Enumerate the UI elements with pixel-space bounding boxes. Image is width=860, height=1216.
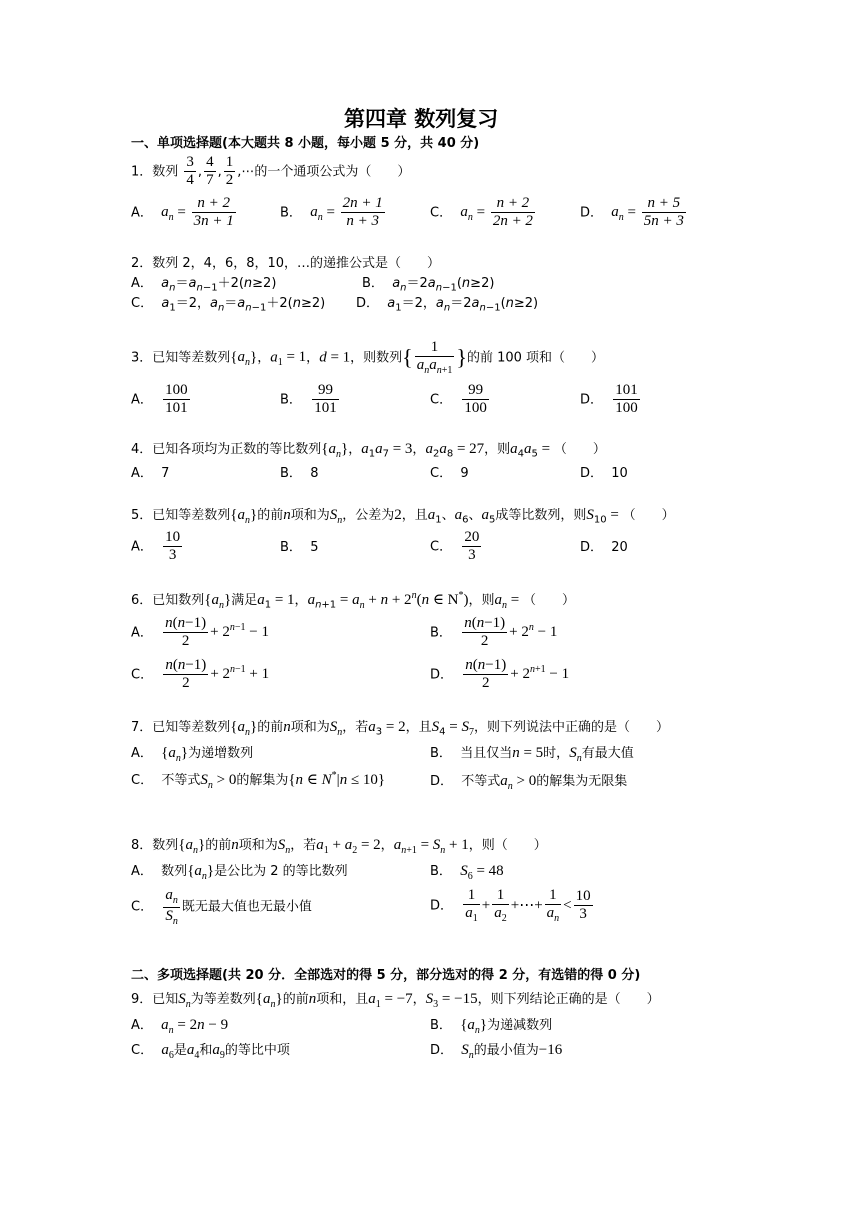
- question-1-option-c[interactable]: C． $a_n$ = $\frac{n + 2}{2n + 2}$: [430, 195, 533, 230]
- question-9-option-c[interactable]: C． $a_6$是$a_4$和$a_9$的等比中项: [131, 1042, 290, 1061]
- question-6-option-b[interactable]: B． $\frac{n(n-1)}{2}$ + $2^n - 1$: [430, 615, 558, 650]
- question-1-stem: 1．数列 $\frac{3}{4}$ , $\frac{4}{7}$ , $\frac{1}{2}$ ,⋯的一个通项公式为（ ）: [131, 154, 411, 189]
- question-4-option-c[interactable]: C． 9: [430, 466, 469, 481]
- question-7-option-c[interactable]: C． 不等式$S_n > 0$的解集为{n ∈ N*|n ≤ 10}: [131, 770, 386, 791]
- question-2-option-a[interactable]: A． $a_n=a_{n-1}+2(n\ge 2)$: [131, 276, 277, 294]
- question-8-option-c[interactable]: C． $\frac{a_n}{S_n}$ 既无最大值也无最小值: [131, 887, 312, 927]
- question-6-option-d[interactable]: D． $\frac{n(n-1)}{2}$ + $2^{n+1} - 1$: [430, 657, 570, 692]
- question-2-option-c[interactable]: C． $a_1=2$，$a_n=a_{n-1}+2(n\ge 2)$: [131, 296, 326, 314]
- question-9-stem: 9．已知$S_n$为等差数列$\{a_n\}$的前n项和，且$a_1 = -7$，$S_3 = -15$，则下列结论正确的是（ ）: [131, 991, 660, 1010]
- question-9-option-a[interactable]: A． $a_n = 2n - 9$: [131, 1017, 229, 1036]
- question-8-option-a[interactable]: A． 数列$\{a_n\}$是公比为 2 的等比数列: [131, 863, 348, 882]
- question-1-option-d[interactable]: D． $a_n$ = $\frac{n + 5}{5n + 3}$: [580, 195, 684, 230]
- question-6-stem: 6．已知数列$\{a_n\}$满足$a_1 = 1$，$a_{n+1} = a_n + n + 2^n(n$ ∈ N*)，则$a_n$ = （ ）: [131, 590, 575, 611]
- question-7-stem: 7．已知等差数列$\{a_n\}$的前n项和为$S_n$，若$a_3 = 2$，且$S_4 = S_7$，则下列说法中正确的是（ ）: [131, 719, 669, 738]
- question-4-option-d[interactable]: D． 10: [580, 466, 628, 481]
- question-2-option-b[interactable]: B． $a_n=2a_{n-1}(n\ge 2)$: [362, 276, 495, 294]
- question-7-option-d[interactable]: D． 不等式$a_n > 0$的解集为无限集: [430, 773, 628, 792]
- question-3-option-a[interactable]: A． $\frac{100}{101}$: [131, 382, 188, 417]
- question-6-option-a[interactable]: A． $\frac{n(n-1)}{2}$ + $2^{n-1} - 1$: [131, 615, 269, 650]
- section-multiple-choice-heading: 二、多项选择题(共 20 分．全部选对的得 5 分，部分选对的得 2 分，有选错的得 0 分): [131, 968, 641, 983]
- question-8-option-b[interactable]: B． $S_6 = 48$: [430, 863, 504, 882]
- question-9-option-b[interactable]: B． $\{a_n\}$为递减数列: [430, 1017, 553, 1036]
- question-5-option-c[interactable]: C． $\frac{20}{3}$: [430, 529, 480, 564]
- question-3-option-b[interactable]: B． $\frac{99}{101}$: [280, 382, 337, 417]
- question-5-stem: 5．已知等差数列$\{a_n\}$的前n项和为$S_n$，公差为2，且$a_1$、$a_6$、$a_5$成等比数列，则$S_{10}$ = （ ）: [131, 507, 675, 526]
- question-4-option-a[interactable]: A． 7: [131, 466, 170, 481]
- question-3-option-d[interactable]: D． $\frac{101}{100}$: [580, 382, 638, 417]
- question-4-stem: 4．已知各项均为正数的等比数列$\{a_n\}$，$a_1a_7 = 3$，$a_2a_8 = 27$，则$a_4a_5$ = （ ）: [131, 441, 606, 460]
- question-5-option-a[interactable]: A． $\frac{10}{3}$: [131, 529, 181, 564]
- question-5-option-b[interactable]: B． 5: [280, 540, 319, 555]
- question-4-option-b[interactable]: B． 8: [280, 466, 319, 481]
- question-6-option-c[interactable]: C． $\frac{n(n-1)}{2}$ + $2^{n-1} + 1$: [131, 657, 270, 692]
- question-8-option-d[interactable]: D． $\frac{1}{a_1}$ + $\frac{1}{a_2}$ +⋯+ $\frac{1}{a_n}$ < $\frac{10}{3}$: [430, 887, 591, 925]
- question-2-option-d[interactable]: D． $a_1=2$，$a_n=2a_{n-1}(n\ge 2)$: [356, 296, 539, 314]
- question-9-option-d[interactable]: D． $S_n$的最小值为−16: [430, 1042, 563, 1061]
- question-7-option-b[interactable]: B． 当且仅当n = 5时，$S_n$有最大值: [430, 745, 634, 764]
- question-1-option-b[interactable]: B． $a_n$ = $\frac{2n + 1}{n + 3}$: [280, 195, 383, 230]
- fraction: $\frac{3}{4}$: [186, 154, 194, 189]
- question-8-stem: 8．数列$\{a_n\}$的前n项和为$S_n$，若$a_1 + a_2 = 2$，$a_{n+1} = S_n + 1$，则（ ）: [131, 837, 547, 856]
- question-3-stem: 3．已知等差数列$\{a_n\}$，$a_1 = 1$，d = 1，则数列{ $\frac{1}{a_na_{n+1}}$ }的前 100 项和（ ）: [131, 339, 605, 377]
- fraction: $\frac{1}{2}$: [225, 154, 234, 189]
- question-3-option-c[interactable]: C． $\frac{99}{100}$: [430, 382, 487, 417]
- question-7-option-a[interactable]: A． $\{a_n\}$为递增数列: [131, 745, 254, 764]
- question-5-option-d[interactable]: D． 20: [580, 540, 628, 555]
- section-single-choice-heading: 一、单项选择题(本大题共 8 小题，每小题 5 分，共 40 分): [131, 136, 480, 151]
- question-2-stem: 2．数列 2，4，6，8，10，…的递推公式是（ ）: [131, 256, 441, 271]
- page-title: 第四章 数列复习: [344, 107, 499, 131]
- fraction: $\frac{4}{7}$: [206, 154, 214, 189]
- question-1-option-a[interactable]: A． $a_n$ = $\frac{n + 2}{3n + 1}$: [131, 195, 234, 230]
